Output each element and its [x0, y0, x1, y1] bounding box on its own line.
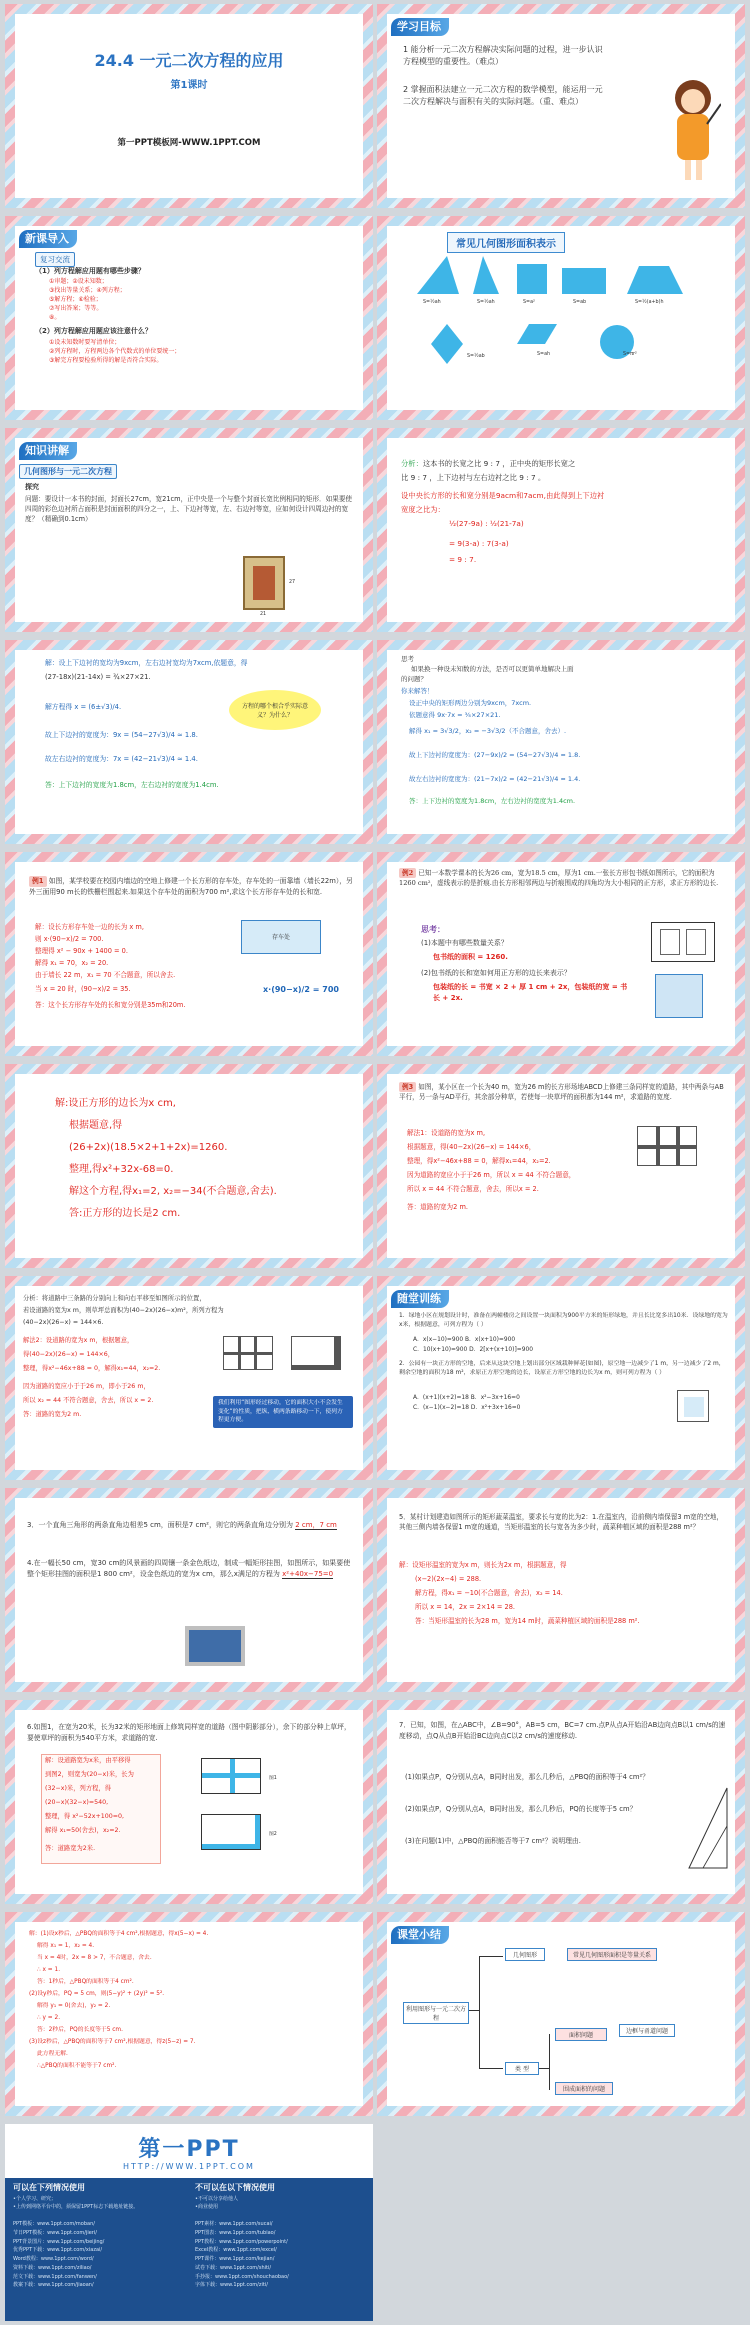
- solution-line: 到图2，则宽为(20−x)米，长为: [45, 1771, 134, 1778]
- solution-line: 解得 x₁=50(舍去)，x₂=2.: [45, 1827, 121, 1834]
- explore-tag: 探究: [25, 483, 39, 491]
- footer-link[interactable]: 优秀PPT下载：www.1ppt.com/xiazai/: [13, 2247, 103, 2254]
- question-1: （1）列方程解应用题有哪些步骤？: [35, 267, 145, 275]
- parking-label: 存车处: [271, 934, 290, 941]
- steps-line: ⑧。: [49, 314, 61, 321]
- solution-line: 因为道路的宽应小于于26 m，所以 x = 44 不符合题意，: [407, 1171, 576, 1179]
- solution-line: 则 x·(90−x)/2 = 700.: [35, 935, 104, 943]
- footer-link[interactable]: PPT素材：www.1ppt.com/sucai/: [195, 2221, 273, 2227]
- links-right: [195, 2220, 289, 2290]
- footer-link[interactable]: 字体下载：www.1ppt.com/ziti/: [195, 2282, 268, 2289]
- analysis-prefix: 分析：: [401, 459, 423, 468]
- slide-summary: [377, 1912, 745, 2116]
- analysis-line: = 9 : 7.: [449, 555, 477, 564]
- question-2: （2）列方程解应用题应该注意什么？: [35, 327, 152, 335]
- slide-intro: [5, 216, 373, 420]
- solution-line: 答：道路宽为2米.: [45, 1845, 96, 1852]
- slide-practice-7: [377, 1700, 745, 1904]
- practice-item: 7．已知，如图，在△ABC中，∠B=90°，AB=5 cm，BC=7 cm.点P从点A开始沿AB边向点B以1 cm/s的速度移动，点Q从点B开始沿BC边向点C以2 cm/s的速度移动.: [399, 1721, 726, 1740]
- think-label: 思考: [401, 655, 414, 663]
- practice-item: [27, 1520, 357, 1531]
- summary-node: 几何图形: [505, 1948, 545, 1961]
- solution-line: 因为道路的宽应小于于26 m，即小于26 m，: [23, 1383, 150, 1390]
- practice-item: 6.如图1，在宽为20米，长为32米的矩形地面上修筑同样宽的道路（图中阴影部分），余下的部分种上草坪，要使草坪的面积为540平方米，求道路的宽.: [27, 1723, 351, 1742]
- solution-line: 解：(1)设x秒后，△PBQ的面积等于4 cm²,根据题意，得x(5−x) = 4.: [29, 1931, 209, 1937]
- solution-line: 当 x = 4时，2x = 8 > 7，不合题意，舍去.: [37, 1955, 152, 1961]
- areas-title: 常见几何图形面积表示: [447, 232, 565, 253]
- slide-example-1: [5, 852, 373, 1056]
- solution-line: 解方程，得x₁ = −10(不合题意，舍去)，x₂ = 14.: [415, 1589, 563, 1597]
- slide-practice-6: [5, 1700, 373, 1904]
- slide-example-3: [377, 1064, 745, 1268]
- right-line: •商业使用: [195, 2204, 218, 2210]
- analysis-line: ½(27-9a) : ½(21-7a): [449, 519, 524, 528]
- example-text: [29, 876, 359, 897]
- example-label: 例3: [399, 1082, 416, 1092]
- solution-line: 所以 x = 14，2x = 2×14 = 28.: [415, 1603, 516, 1611]
- footer-link[interactable]: PPT图表：www.1ppt.com/tubiao/: [195, 2229, 276, 2236]
- solution-line: 此方程无解.: [37, 2051, 68, 2057]
- analysis-line: 设中央长方形的长和宽分别是9acm和7acm,由此得到上下边衬: [401, 491, 605, 500]
- footer-link[interactable]: PPT模板：www.1ppt.com/moban/: [13, 2221, 95, 2227]
- square-figure: [677, 1390, 709, 1422]
- triangle-figure: [683, 1784, 733, 1874]
- note-line: ③解完方程要检验所得的解是否符合实际。: [49, 357, 163, 364]
- book-cover-image: [243, 556, 285, 610]
- right-title: 不可以在以下情况使用: [195, 2183, 275, 2192]
- solution-line: 故左右边衬的宽度为：7x = (42−21√3)/4 ≈ 1.4.: [45, 755, 198, 763]
- steps-line: ⑦写出答案；等等。: [49, 305, 103, 312]
- site-caption: 第一PPT模板网-WWW.1PPT.COM: [117, 138, 261, 148]
- sub-question: (1)如果点P，Q分别从点A，B同时出发，那么几秒后，△PBQ的面积等于4 cm²？: [405, 1773, 650, 1781]
- solution-line: 解：设上下边衬的宽均为9xcm，左右边衬宽均为7xcm,依题意，得: [45, 659, 248, 667]
- painting-figure: [185, 1626, 245, 1666]
- right-line: •不可以分享给他人: [195, 2196, 238, 2202]
- summary-leaf: 面积问题: [555, 2028, 607, 2041]
- footer-link[interactable]: 节日PPT模板：www.1ppt.com/jieri/: [13, 2229, 97, 2236]
- analysis-line: = 9(3-a) : 7(3-a): [449, 539, 509, 548]
- solution-line: ∴ x = 1.: [37, 1967, 61, 1973]
- road-figure-2: [201, 1814, 261, 1850]
- analysis-text: 这本书的长宽之比 9 : 7 ，正中央的矩形长宽之: [422, 459, 576, 468]
- slide-example-2: [377, 852, 745, 1056]
- note-line: ②列方程时，方程两边各个代数式的单位要统一；: [49, 348, 181, 355]
- equation-callout: x·(90−x)/2 = 700: [263, 985, 339, 994]
- solution-line: 如果换一种设未知数的方法，是否可以更简单地解决上面: [411, 665, 574, 673]
- solution-line: (20−x)(32−x)=540,: [45, 1799, 109, 1806]
- left-line: •个人学习、研究；: [13, 2196, 56, 2202]
- analysis-line: 比 9 : 7 ，上下边衬与左右边衬之比 9 : 7 。: [401, 473, 546, 482]
- slide-solution-1: [5, 640, 373, 844]
- formula: S=a²: [523, 300, 535, 305]
- solution-line: ∴ y = 2.: [37, 2015, 61, 2021]
- parking-figure: [241, 920, 321, 954]
- summary-node: 类 型: [505, 2062, 539, 2075]
- solution-line: 解得 x₁ = 3√3/2，x₂ = −3√3/2（不合题意，舍去）.: [409, 727, 567, 735]
- solution-line: 所以 x₂ = 44 不符合题意，舍去，所以 x = 2.: [23, 1397, 154, 1404]
- slide-analysis: [377, 428, 745, 632]
- analysis-line: 分析：将道路中三条路的分别向上和向右平移至如图所示的位置，: [23, 1295, 206, 1302]
- review-tag: 复习交流: [35, 252, 75, 267]
- slide-practice-5: [377, 1488, 745, 1692]
- slide-practice-7-solution: [5, 1912, 373, 2116]
- bubble-text: 方程的哪个根合乎实际意义？为什么？: [241, 703, 308, 719]
- think-label: 思考：: [421, 925, 445, 934]
- solution-line: 故上下边衬的宽度为：9x = (54−27√3)/4 ≈ 1.8.: [45, 731, 198, 739]
- example-body: 如图，某小区在一个长为40 m，宽为26 m的长方形场地ABCD上修建三条同样宽的道路，其中两条与AB平行，另一条与AD平行，其余部分种草，若使每一块草坪的面积都为144 m²，求道路的宽度.: [399, 1083, 724, 1102]
- think-question: (1)本题中有哪些数量关系？: [421, 939, 508, 947]
- practice-item: 2．公园有一块正方形的空地，后来从这块空地上划出部分区域栽种鲜花(如图)，原空地一边减少了1 m，另一边减少了2 m，剩余空地的面积为18 m²，求原正方形空地的边长，设原正方形空地的边长为x m，则可列方程为（ ）: [399, 1361, 725, 1377]
- solution-line: 答：当矩形温室的长为28 m，宽为14 m时，蔬菜种植区域的面积是288 m².: [415, 1617, 640, 1625]
- note-line: ①设未知数时要写清单位；: [49, 339, 121, 346]
- footer-link[interactable]: PPT教程：www.1ppt.com/powerpoint/: [195, 2238, 288, 2245]
- sub-question: (3)在问题(1)中，△PBQ的面积能否等于7 cm²？说明理由.: [405, 1837, 581, 1845]
- book-width: 21: [260, 612, 267, 617]
- solution-line: 解得 x₁ = 70，x₂ = 20.: [35, 959, 109, 967]
- solution-line: 解法2：设道路的宽为x m，根据题意，: [23, 1337, 134, 1344]
- solution-line: 依题意得 9x·7x = ¾×27×21.: [409, 711, 501, 719]
- example-text: [399, 868, 729, 888]
- section-header: 随堂训练: [391, 1290, 449, 1308]
- figure-label: 图2: [269, 1832, 277, 1837]
- left-title: 可以在下列情况使用: [13, 2183, 85, 2192]
- section-header: 新课导入: [19, 230, 77, 248]
- solution-line: 由于墙长 22 m，x₁ = 70 不合题意，所以舍去.: [35, 971, 176, 979]
- solution-line: 解：设矩形温室的宽为x m，则长为2x m，根据题意，得: [399, 1561, 567, 1569]
- goal-item: 2 掌握面积法建立一元二次方程的数学模型，能运用一元二次方程解决与面积有关的实际问题。（重、难点）: [403, 85, 603, 107]
- sub-header: 几何图形与一元二次方程: [19, 464, 117, 479]
- section-header: 课堂小结: [391, 1926, 449, 1944]
- slide-practice: [377, 1276, 745, 1480]
- section-header: 学习目标: [391, 18, 449, 36]
- practice-option: A．x(x−10)=900 B．x(x+10)=900: [413, 1337, 516, 1343]
- think-answer: 包装纸的长 = 书宽 × 2 + 厚 1 cm + 2x，包装纸的宽 = 书长 + 2x.: [433, 983, 628, 1002]
- slide-knowledge: [5, 428, 373, 632]
- solution-line: 答：这个长方形存车处的长和宽分别是35m和20m.: [35, 1001, 186, 1009]
- footer-link[interactable]: Word教程：www.1ppt.com/word/: [13, 2256, 94, 2262]
- footer-link[interactable]: 手抄报：www.1ppt.com/shouchaobao/: [195, 2273, 289, 2280]
- solution-line: 解方程得 x = (6±√3)/4.: [45, 703, 122, 711]
- solution-line: 你来解答！: [401, 687, 434, 695]
- footer-page: [5, 2124, 373, 2321]
- slide-example-2-solution: [5, 1064, 373, 1268]
- analysis-line: [401, 458, 575, 469]
- thought-bubble: [229, 690, 321, 730]
- solution-line: 答:正方形的边长是2 cm.: [69, 1208, 181, 1219]
- solution-line: 整理，得x²−46x+88 = 0，解得x₁=44，x₂=2.: [407, 1157, 551, 1165]
- formula: S=½ab: [467, 354, 485, 359]
- solution-line: 解得 x₁ = 1，x₂ = 4.: [37, 1943, 95, 1949]
- solution-line: 整理，得x²−46x+88 = 0，解得x₁=44，x₂=2.: [23, 1365, 161, 1372]
- solution-line: 整理得 x² − 90x + 1400 = 0.: [35, 947, 128, 955]
- solution-line: 故左右边衬的宽度为：(21−7x)/2 = (42−21√3)/4 ≈ 1.4.: [409, 775, 581, 783]
- analysis-line: (40−2x)(26−x) = 144×6.: [23, 1319, 104, 1326]
- solution-line: 答：1秒后，△PBQ的面积等于4 cm².: [37, 1979, 134, 1985]
- solution-line: 整理，得 x²−52x+100=0,: [45, 1813, 125, 1820]
- slide-practice-3: [5, 1488, 373, 1692]
- links-left: [13, 2220, 104, 2290]
- slide-solution-2: [377, 640, 745, 844]
- question-text: 3．一个直角三角形的两条直角边相差5 cm，面积是7 cm²，则它的两条直角边分别为: [27, 1521, 293, 1529]
- footer-url: HTTP://WWW.1PPT.COM: [123, 2162, 255, 2171]
- solution-line: 得(40−2x)(26−x) = 144×6，: [23, 1351, 115, 1358]
- solution-line: 根据题意,得: [69, 1120, 123, 1131]
- solution-line: (2)设y秒后，PQ = 5 cm，则(5−y)² + (2y)² = 5².: [29, 1991, 165, 1997]
- solution-line: 解：设道路宽为x米，由平移得: [45, 1757, 131, 1764]
- formula: S=½(a+b)h: [635, 300, 664, 305]
- example-label: 例1: [29, 876, 47, 887]
- footer-link[interactable]: Excel教程：www.1ppt.com/excel/: [195, 2247, 277, 2254]
- footer-link[interactable]: 范文下载：www.1ppt.com/fanwen/: [13, 2273, 97, 2280]
- shapes-figure: [387, 254, 735, 410]
- analysis-line: 若设道路的宽为x m，则草坪总面积为(40−2x)(26−x)m²，所列方程为: [23, 1307, 224, 1314]
- footer-link[interactable]: PPT背景图片：www.1ppt.com/beijing/: [13, 2238, 105, 2245]
- solution-line: 解这个方程,得x₁=2, x₂=−34(不合题意,舍去).: [69, 1186, 277, 1197]
- steps-line: ⑤解方程；⑥检验；: [49, 296, 102, 303]
- solution-line: 根据题意，得(40−2x)(26−x) = 144×6，: [407, 1143, 536, 1151]
- slide-title-text: 24.4 一元二次方程的应用: [94, 51, 284, 70]
- solution-answer: 答：上下边衬的宽度为1.8cm，左右边衬的宽度为1.4cm.: [45, 781, 219, 789]
- footer-link[interactable]: PPT课件：www.1ppt.com/kejian/: [195, 2256, 275, 2262]
- steps-line: ①审题；②设未知数；: [49, 278, 108, 285]
- summary-root: 利用图形与一元二次方程: [403, 2002, 469, 2024]
- solution-line: 答：2秒后，PQ的长度等于5 cm.: [37, 2027, 123, 2033]
- example-text: [399, 1082, 729, 1102]
- steps-line: ③找出等量关系；④列方程；: [49, 287, 126, 294]
- footer-logo: 第一PPT: [138, 2137, 240, 2162]
- formula: S=ab: [573, 300, 587, 305]
- practice-item: [27, 1558, 357, 1580]
- book-height: 27: [289, 580, 296, 585]
- goal-item: 1 能分析一元二次方程解决实际问题的过程，进一步认识方程模型的重要性。（难点）: [403, 45, 603, 67]
- solution-line: ∴△PBQ的面积不能等于7 cm².: [37, 2063, 117, 2069]
- left-line: •上传到网络平台中的，须保留1PPT标志下载地址链接。: [13, 2204, 139, 2210]
- road-figure-1: [201, 1758, 261, 1794]
- formula: S=πr²: [623, 352, 637, 357]
- solution-line: (26+2x)(18.5×2+1+2x)=1260.: [69, 1142, 228, 1153]
- example-body: 如图，某学校要在校园内墙边的空地上修建一个长方形的存车处，存车处的一面靠墙（墙长22m），另外三面用90 m长的铁栅栏围起来.如果这个存车处的面积为700 m²,求这个长方形存车处的长和宽.: [29, 877, 353, 896]
- field-figure-before: [223, 1336, 273, 1370]
- sub-question: (2)如果点P，Q分别从点A，B同时出发，那么几秒后，PQ的长度等于5 cm？: [405, 1805, 637, 1813]
- solution-line: 解:设正方形的边长为x cm,: [55, 1098, 176, 1109]
- solution-line: (x−2)(2x−4) = 288.: [415, 1575, 482, 1583]
- slide-period: 第1课时: [170, 80, 208, 91]
- solution-line: (27-18x)(21-14x) = ¾×27×21.: [45, 673, 151, 681]
- section-header: 知识讲解: [19, 442, 77, 460]
- solution-line: (3)设z秒后，△PBQ的面积等于7 cm²,根据题意，得z(5−z) = 7.: [29, 2039, 196, 2045]
- problem-text: 问题：要设计一本书的封面，封面长27cm，宽21cm，正中央是一个与整个封面长宽比例相同的矩形．如果要使四周的彩色边衬所占面积是封面面积的四分之一，上、下边衬等宽，左、右边衬等宽，应如何设计四周边衬的宽度？（精确到0.1cm）: [25, 495, 353, 524]
- slide-title: [5, 4, 373, 208]
- summary-leaf: 边框与甬道问题: [619, 2024, 675, 2037]
- example-body: 已知一本数学课本的长为26 cm，宽为18.5 cm，厚为1 cm.一张长方形包书纸如图所示，它的面积为1260 cm²，虚线表示的是折痕.由长方形相邻两边与折痕围成的四角均为大小相同的正方形，求正方形的边长.: [399, 869, 719, 888]
- slide-goals: [377, 4, 745, 208]
- solution-line: 设正中央的矩形两边分别为9xcm，7xcm.: [409, 699, 532, 707]
- solution-line: 故上下边衬的宽度为：(27−9x)/2 = (54−27√3)/4 ≈ 1.8.: [409, 751, 581, 759]
- answer-text: x²+40x−75=0: [282, 1569, 334, 1578]
- slide-areas: [377, 216, 745, 420]
- practice-item: 5．某村计划建造如图所示的矩形蔬菜温室，要求长与宽的比为2：1.在温室内，沿前侧内墙保留3 m宽的空地，其他三侧内墙各保留1 m宽的通道，当矩形温室的长与宽各为多少时，蔬菜种植区域的面积是288 m²？: [399, 1513, 724, 1532]
- field-figure: [637, 1126, 697, 1166]
- slide-example-3-method-2: [5, 1276, 373, 1480]
- solution-line: (32−x)米，列方程，得: [45, 1785, 112, 1792]
- formula: S=½ah: [423, 300, 441, 305]
- book-figure: [655, 974, 703, 1018]
- practice-option: C．(x−1)(x−2)=18 D．x²+3x+16=0: [413, 1405, 521, 1411]
- field-figure-after: [291, 1336, 341, 1370]
- solution-line: 所以 x = 44 不符合题意，舍去，所以x = 2.: [407, 1185, 539, 1193]
- summary-leaf: 常见几何图形面积是等量关系: [567, 1948, 657, 1961]
- answer-text: 2 cm，7 cm: [295, 1521, 337, 1529]
- footer-link[interactable]: 试卷下载：www.1ppt.com/shiti/: [195, 2264, 272, 2271]
- footer-link[interactable]: 资料下载：www.1ppt.com/ziliao/: [13, 2264, 92, 2271]
- solution-line: 解得 y₁ = 0(舍去)，y₂ = 2.: [37, 2003, 111, 2009]
- solution-line: 当 x = 20 时，(90−x)/2 = 35.: [35, 985, 131, 993]
- solution-line: 解法1：设道路的宽为x m,: [407, 1129, 486, 1137]
- think-question: (2)包书纸的长和宽如何用正方形的边长来表示？: [421, 969, 571, 977]
- teacher-illustration: [669, 74, 721, 184]
- formula: S=ah: [537, 352, 551, 357]
- summary-leaf: 围成面积的问题: [555, 2082, 613, 2095]
- wrap-paper-figure: [651, 922, 715, 962]
- solution-answer: 答：上下边衬的宽度为1.8cm，左右边衬的宽度为1.4cm.: [409, 797, 576, 805]
- practice-option: C．10(x+10)=900 D．2[x+(x+10)]=900: [413, 1347, 533, 1353]
- analysis-line: 宽度之比为：: [401, 505, 445, 514]
- practice-option: A．(x+1)(x+2)=18 B．x²−3x+16=0: [413, 1395, 520, 1401]
- think-answer: 包书纸的面积 = 1260.: [433, 953, 508, 961]
- formula: S=½ah: [477, 300, 495, 305]
- footer-link[interactable]: 教案下载：www.1ppt.com/jiaoan/: [13, 2282, 94, 2289]
- solution-line: 答：道路的宽为2 m.: [407, 1203, 468, 1211]
- example-label: 例2: [399, 868, 416, 878]
- solution-line: 答：道路的宽为2 m.: [23, 1411, 82, 1418]
- practice-item: 1．绿地小区在规划设计时，准备在两幢楼房之间设置一块面积为900平方米的矩形绿地，并且长比宽多出10米．设绿地的宽为x米，根据题意，可列方程为（ ）: [399, 1313, 728, 1329]
- question-text: 4.在一幅长50 cm，宽30 cm的风景画的四周镶一条金色纸边，制成一幅矩形挂图，如图所示，如果要使整个矩形挂图的面积是1 800 cm²，设金色纸边的宽为x cm，那么x满足的方程为: [27, 1559, 351, 1578]
- solution-line: 解：设长方形存车处一边的长为 x m,: [35, 923, 144, 931]
- figure-label: 图1: [269, 1776, 277, 1781]
- hint-note: 我们利用“图形经过移动，它的面积大小不会发生变化”的性质，把纵、横两条路移动一下，使列方程更方便。: [213, 1396, 353, 1428]
- solution-line: 整理,得x²+32x-68=0.: [69, 1164, 174, 1175]
- solution-line: 的问题？: [401, 675, 427, 683]
